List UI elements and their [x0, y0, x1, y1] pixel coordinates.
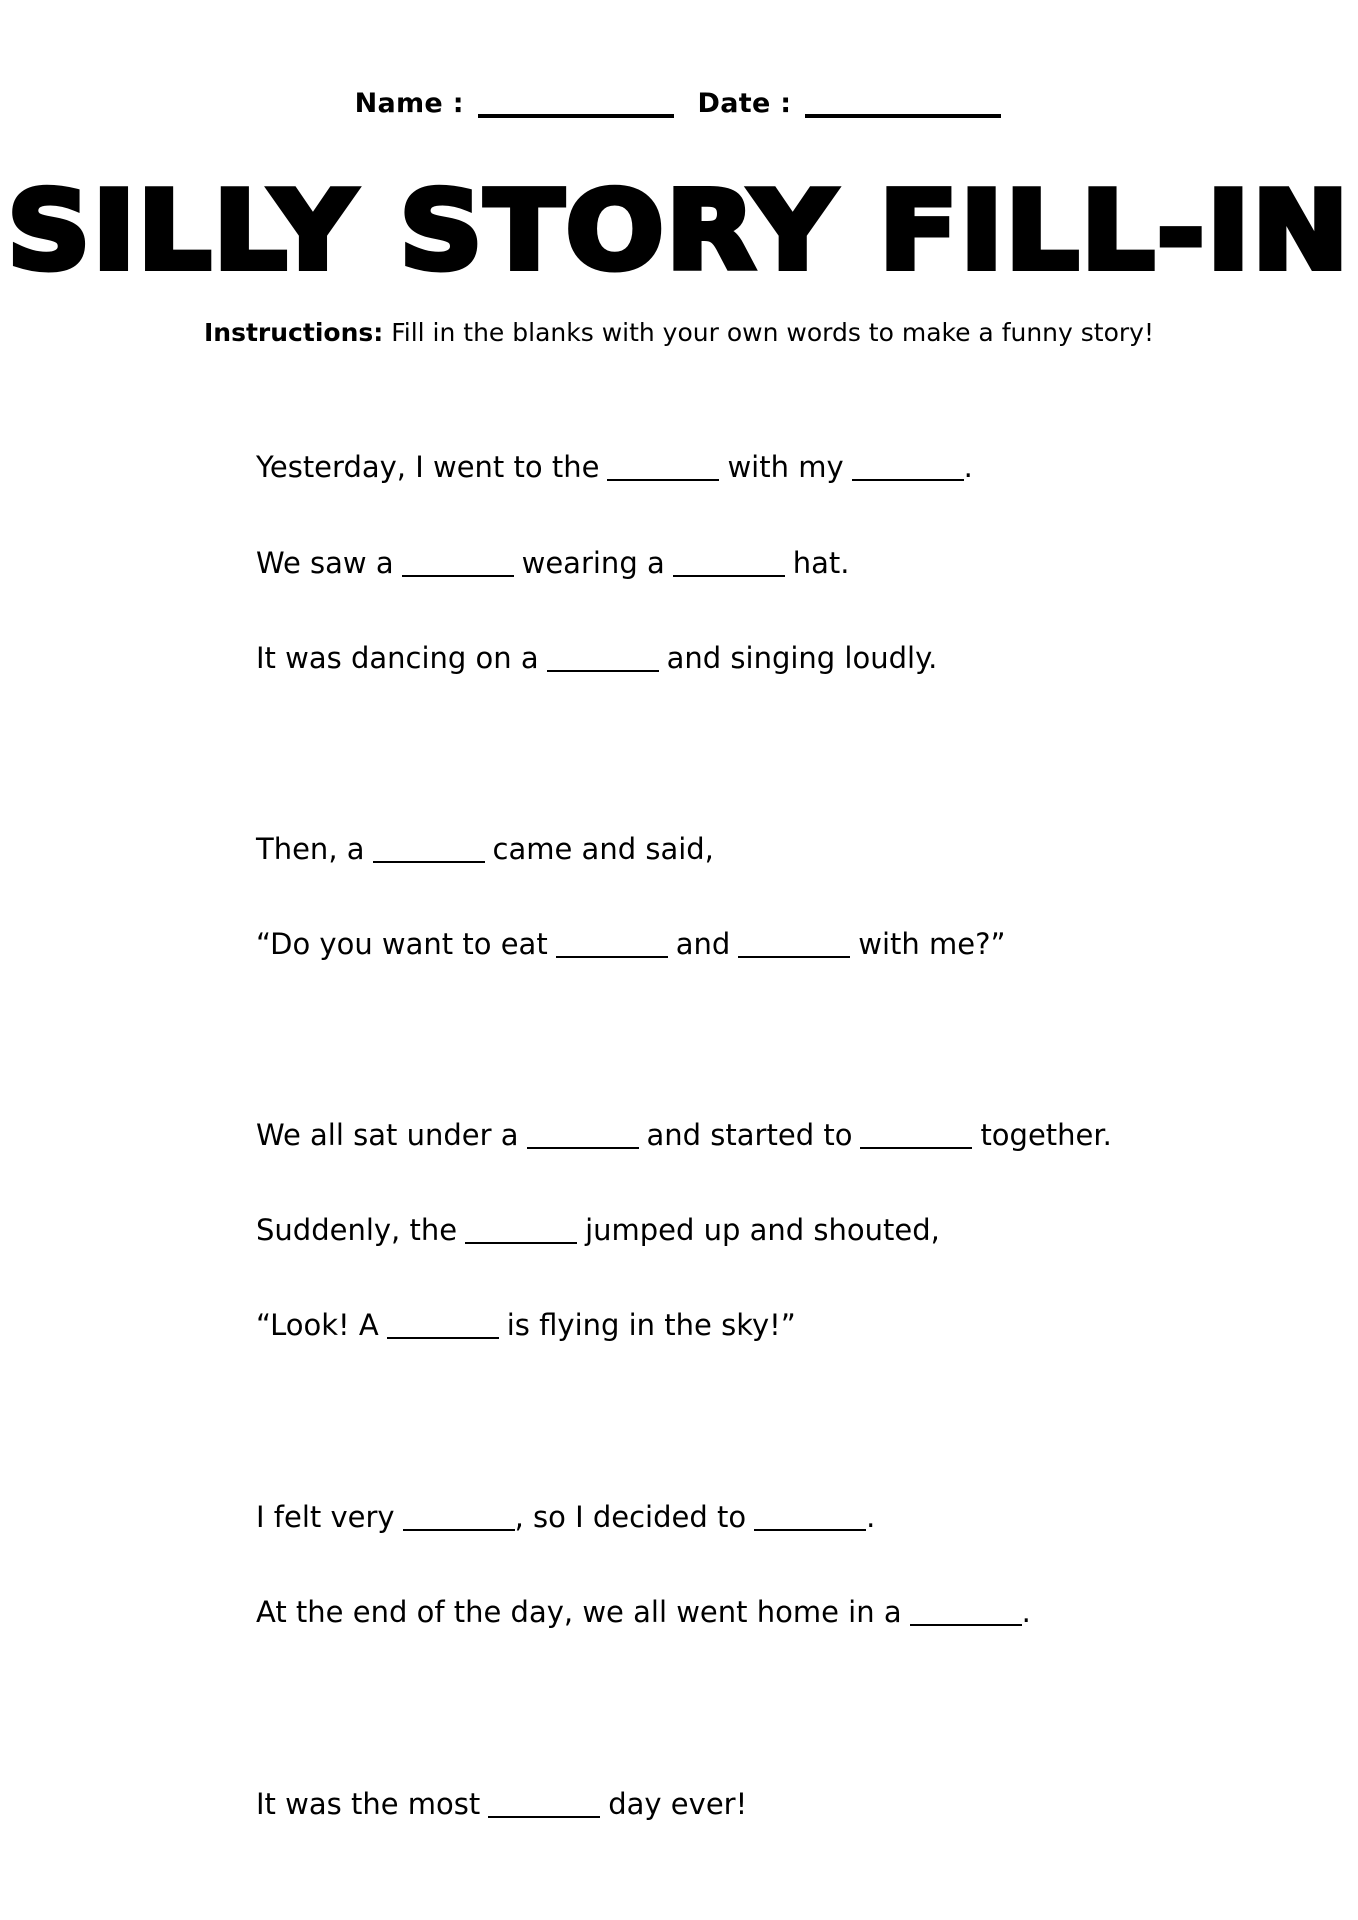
name-date-header — [0, 88, 1358, 119]
fill-blank[interactable] — [373, 839, 485, 863]
story-text: Yesterday, I went to the — [256, 450, 600, 484]
fill-blank[interactable] — [547, 648, 659, 672]
story-text: , so I decided to — [514, 1500, 747, 1534]
name-label: Name : — [354, 88, 464, 119]
story-text: and — [675, 927, 731, 961]
story-line-8 — [256, 1308, 796, 1342]
fill-blank[interactable] — [607, 457, 719, 481]
story-text: “Do you want to eat — [256, 927, 548, 961]
fill-blank[interactable] — [387, 1315, 499, 1339]
fill-blank[interactable] — [738, 934, 850, 958]
story-line-6 — [256, 1118, 1112, 1152]
story-text: came and said, — [492, 832, 714, 866]
story-text: Then, a — [256, 832, 365, 866]
date-label: Date : — [697, 88, 792, 119]
story-text: and started to — [646, 1118, 853, 1152]
story-text: . — [1021, 1595, 1031, 1629]
fill-blank[interactable] — [910, 1602, 1022, 1626]
story-line-4 — [256, 832, 714, 866]
story-text: At the end of the day, we all went home in a — [256, 1595, 902, 1629]
fill-blank[interactable] — [556, 934, 668, 958]
story-text: with me?” — [858, 927, 1006, 961]
fill-blank[interactable] — [852, 457, 964, 481]
fill-blank[interactable] — [403, 1507, 515, 1531]
fill-blank[interactable] — [465, 1220, 577, 1244]
story-line-10 — [256, 1595, 1031, 1629]
story-line-5 — [256, 927, 1006, 961]
name-blank[interactable] — [478, 94, 674, 118]
story-text: Suddenly, the — [256, 1213, 458, 1247]
story-line-2 — [256, 546, 849, 580]
story-text: with my — [727, 450, 844, 484]
story-text: day ever! — [608, 1787, 748, 1821]
story-text: wearing a — [521, 546, 665, 580]
story-text: It was dancing on a — [256, 641, 539, 675]
fill-blank[interactable] — [673, 553, 785, 577]
story-text: We all sat under a — [256, 1118, 519, 1152]
story-line-11 — [256, 1787, 747, 1821]
date-blank[interactable] — [805, 94, 1001, 118]
story-text: . — [866, 1500, 876, 1534]
story-text: We saw a — [256, 546, 394, 580]
fill-blank[interactable] — [402, 553, 514, 577]
fill-blank[interactable] — [527, 1125, 639, 1149]
story-text: together. — [980, 1118, 1112, 1152]
fill-blank[interactable] — [754, 1507, 866, 1531]
story-line-9 — [256, 1500, 875, 1534]
story-text: “Look! A — [256, 1308, 379, 1342]
story-text: and singing loudly. — [666, 641, 938, 675]
instructions-label: Instructions: — [204, 318, 384, 347]
fill-blank[interactable] — [860, 1125, 972, 1149]
instructions-text: Fill in the blanks with your own words to make a funny story! — [391, 318, 1154, 347]
story-line-1 — [256, 450, 973, 484]
story-text: is flying in the sky!” — [506, 1308, 796, 1342]
story-text: hat. — [792, 546, 850, 580]
page-title: SILLY STORY FILL-IN — [7, 169, 1351, 294]
story-line-7 — [256, 1213, 940, 1247]
instructions — [0, 318, 1358, 347]
story-line-3 — [256, 641, 937, 675]
fill-blank[interactable] — [488, 1794, 600, 1818]
story-text: I felt very — [256, 1500, 395, 1534]
story-text: It was the most — [256, 1787, 481, 1821]
story-text: . — [963, 450, 973, 484]
story-text: jumped up and shouted, — [585, 1213, 940, 1247]
